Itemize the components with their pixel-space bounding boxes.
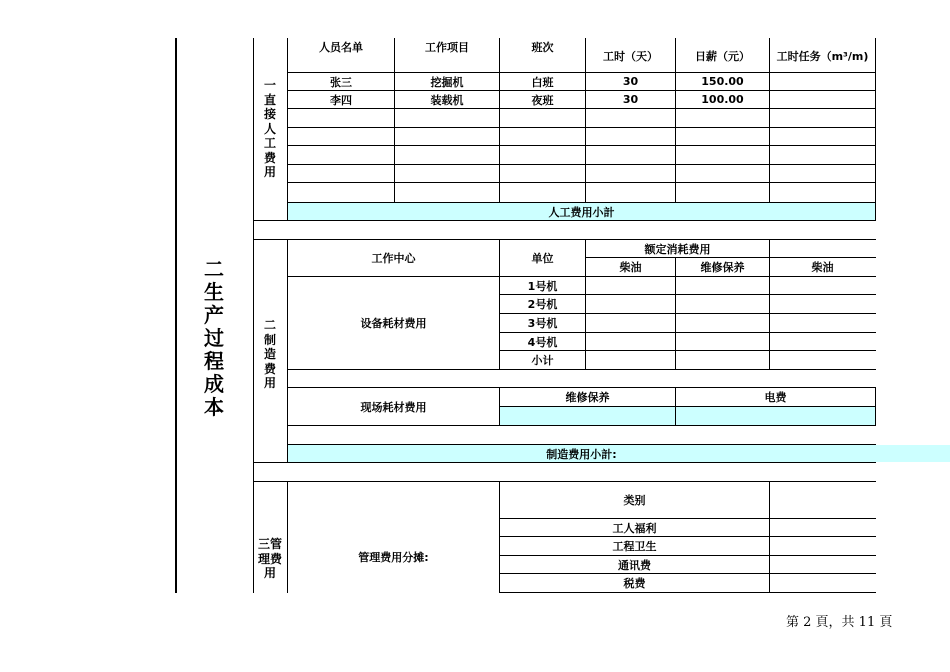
grid-line — [287, 369, 876, 370]
table-left-border — [253, 38, 254, 593]
header-cell: 班次 — [531, 40, 554, 54]
unit-cell: 3号机 — [527, 317, 558, 330]
category-cell: 通讯费 — [618, 558, 651, 572]
unit-cell: 小计 — [531, 354, 554, 367]
category-cell: 工人福利 — [612, 521, 657, 535]
allocation-label: 管理费用分摊: — [358, 551, 429, 564]
table-cell: 夜班 — [531, 93, 554, 107]
table-cell: 30 — [622, 93, 639, 106]
grid-line — [499, 592, 876, 593]
work-center-header: 工作中心 — [371, 252, 416, 265]
grid-line — [875, 38, 876, 221]
category-cell: 税费 — [623, 577, 646, 590]
header-cell: 工时任务（m³/m) — [776, 50, 869, 63]
grid-line — [287, 425, 876, 426]
manufacturing-side-label: 二制造费用 — [263, 318, 276, 390]
header-cell: 日薪（元） — [695, 50, 750, 63]
header-cell: 工时（天） — [603, 50, 658, 63]
category-cell: 工程卫生 — [612, 540, 657, 553]
table-cell — [770, 73, 875, 90]
table-cell: 张三 — [330, 75, 352, 89]
quota-header: 额定消耗费用 — [644, 242, 711, 256]
grid-line — [287, 182, 876, 183]
left-border-line — [175, 38, 177, 593]
table-cell: 150.00 — [701, 75, 744, 88]
sub-header: 柴油 — [619, 261, 642, 274]
sub-header: 维修保养 — [700, 261, 745, 274]
grid-line — [769, 481, 770, 593]
table-cell: 100.00 — [701, 93, 744, 106]
unit-cell: 2号机 — [527, 298, 558, 311]
category-header: 类别 — [623, 494, 646, 507]
table-cell: 李四 — [330, 93, 352, 107]
header-cell: 工作项目 — [425, 40, 469, 54]
unit-header: 单位 — [531, 252, 554, 265]
site-header: 维修保养 — [565, 391, 610, 404]
grid-line — [287, 127, 876, 128]
unit-cell: 4号机 — [527, 335, 558, 349]
highlight-cell — [500, 407, 675, 425]
site-label: 现场耗材费用 — [360, 400, 427, 414]
sub-header: 柴油 — [811, 261, 834, 274]
grid-line — [253, 220, 876, 221]
grid-line — [287, 108, 876, 109]
table-cell: 挖掘机 — [430, 75, 464, 89]
highlight-cell — [676, 407, 875, 425]
table-cell — [770, 91, 875, 108]
unit-cell: 1号机 — [527, 279, 558, 293]
grid-line — [287, 38, 288, 221]
grid-line — [394, 38, 395, 203]
grid-line — [287, 145, 876, 146]
labor-side-label: 一直接人工费用 — [263, 78, 276, 179]
table-cell: 30 — [622, 75, 639, 88]
page-number: 第 2 頁，共 11 頁 — [786, 615, 893, 630]
manufacturing-subtotal-label: 制造费用小計: — [546, 447, 617, 461]
header-cell: 人员名单 — [319, 40, 363, 54]
management-side-label: 三管理费用 — [257, 537, 282, 580]
table-cell: 白班 — [531, 75, 554, 89]
site-header: 电费 — [764, 391, 787, 404]
grid-line — [253, 462, 876, 463]
grid-line — [499, 38, 500, 203]
equipment-label: 设备耗材费用 — [360, 317, 427, 330]
grid-line — [287, 164, 876, 165]
labor-subtotal-label: 人工费用小計 — [548, 205, 615, 219]
table-cell: 装载机 — [430, 93, 464, 107]
section-title: 二 生产过程成本 — [204, 257, 224, 419]
